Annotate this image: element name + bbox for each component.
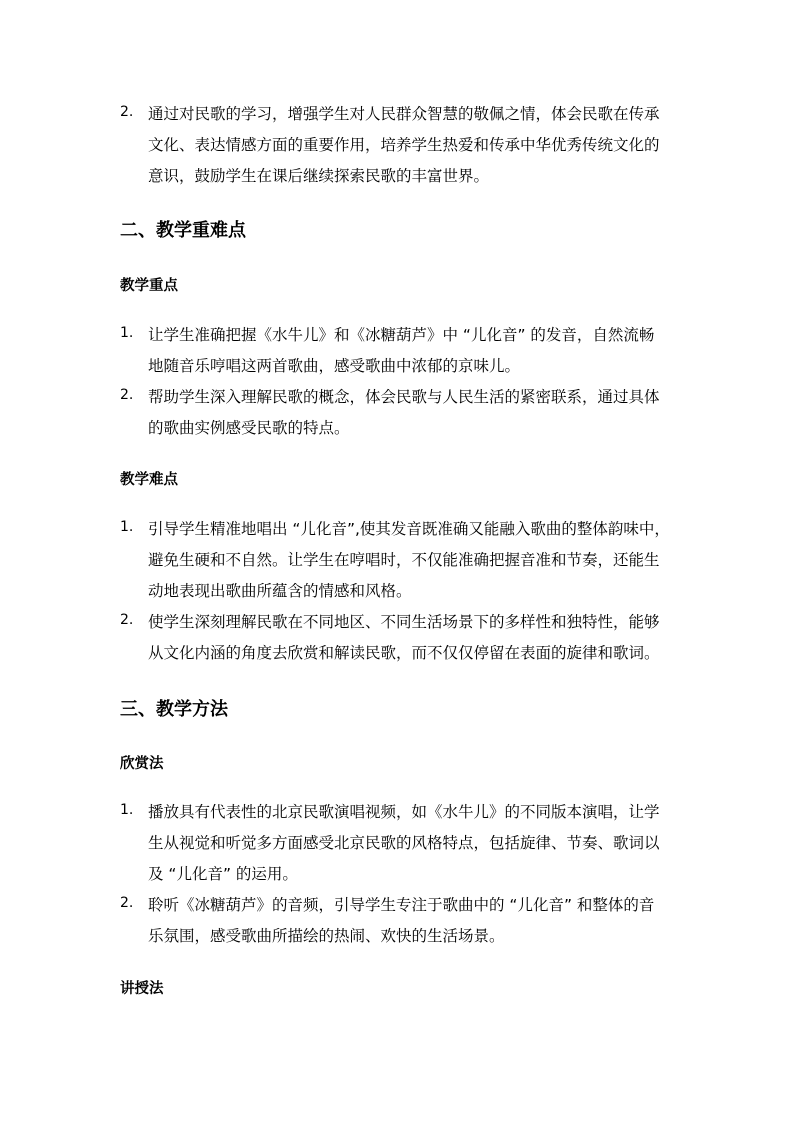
list-line: 从文化内涵的角度去欣赏和解读民歌，而不仅仅停留在表面的旋律和歌词。 [148,644,660,662]
list-line: 引导学生精准地唱出 “儿化音”,使其发音既准确又能融入歌曲的整体韵味中， [148,520,670,538]
list-line: 帮助学生深入理解民歌的概念，体会民歌与人民生活的紧密联系，通过具体 [148,388,660,406]
subsection-heading: 教学难点 [120,472,178,488]
list-line: 聆听《冰糖葫芦》的音频，引导学生专注于歌曲中的 “儿化音” 和整体的音 [148,896,655,914]
list-line: 生从视觉和听觉多方面感受北京民歌的风格特点，包括旋律、节奏、歌词以 [148,834,660,852]
subsection-heading: 欣赏法 [120,756,164,772]
list-line: 地随音乐哼唱这两首歌曲，感受歌曲中浓郁的京味儿。 [148,357,521,375]
list-line: 及 “儿化音” 的运用。 [148,865,298,883]
subsection-heading: 讲授法 [120,981,164,997]
section-heading: 三、教学方法 [120,699,228,720]
list-number: 1. [120,519,134,535]
list-number: 2. [120,612,134,628]
list-line: 的歌曲实例感受民歌的特点。 [148,419,350,437]
section-heading: 二、教学重难点 [120,220,246,241]
list-number: 2. [120,895,134,911]
list-number: 1. [120,325,134,341]
list-number: 1. [120,802,134,818]
list-line: 动地表现出歌曲所蕴含的情感和风格。 [148,582,412,600]
subsection-heading: 教学重点 [120,278,178,294]
list-number: 2. [120,104,134,120]
list-line: 文化、表达情感方面的重要作用，培养学生热爱和传承中华优秀传统文化的 [148,136,660,154]
list-line: 意识，鼓励学生在课后继续探索民歌的丰富世界。 [148,167,490,185]
list-line: 让学生准确把握《水牛儿》和《冰糖葫芦》中 “儿化音” 的发音，自然流畅 [148,326,655,344]
list-line: 通过对民歌的学习，增强学生对人民群众智慧的敬佩之情，体会民歌在传承 [148,105,660,123]
list-line: 使学生深刻理解民歌在不同地区、不同生活场景下的多样性和独特性，能够 [148,613,660,631]
list-line: 避免生硬和不自然。让学生在哼唱时，不仅能准确把握音准和节奏，还能生 [148,551,660,569]
list-line: 乐氛围，感受歌曲所描绘的热闹、欢快的生活场景。 [148,927,505,945]
list-number: 2. [120,387,134,403]
list-line: 播放具有代表性的北京民歌演唱视频，如《水牛儿》的不同版本演唱，让学 [148,803,660,821]
